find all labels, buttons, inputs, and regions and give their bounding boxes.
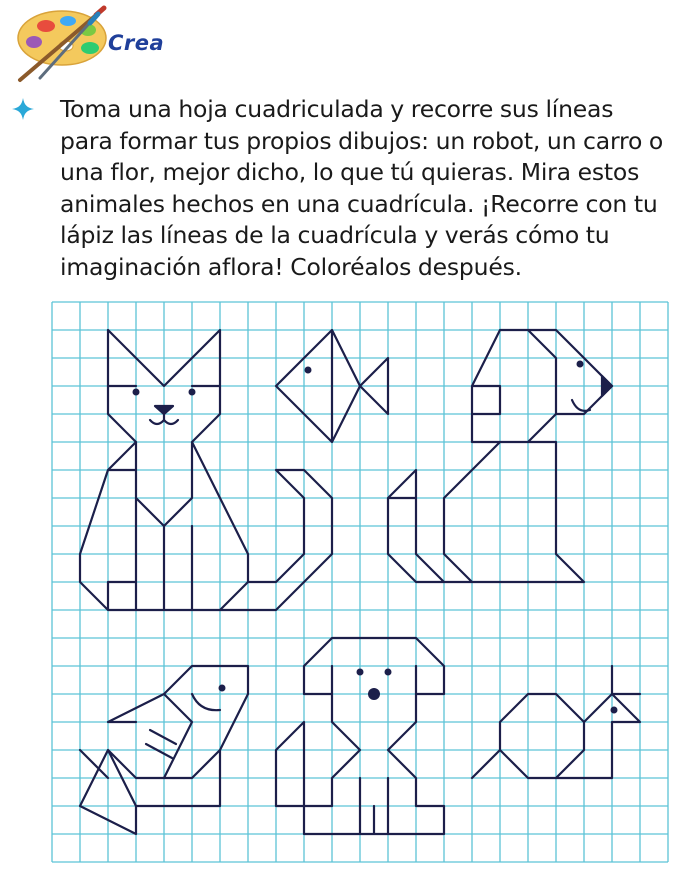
section-title: Crea — [108, 31, 165, 55]
instructions-text: Toma una hoja cuadriculada y recorre sus líneas para formar tus propios dibujos: un robot, un carro o una flor, mejor dicho, lo que tú quieras. Mira estos animales hechos en una cuadrícula. ¡Recorre con tu lápiz las líneas de la cuadrícula y verás cómo tu imaginación aflora! Coloréalos después. — [60, 95, 664, 281]
cat-drawing — [80, 330, 332, 610]
